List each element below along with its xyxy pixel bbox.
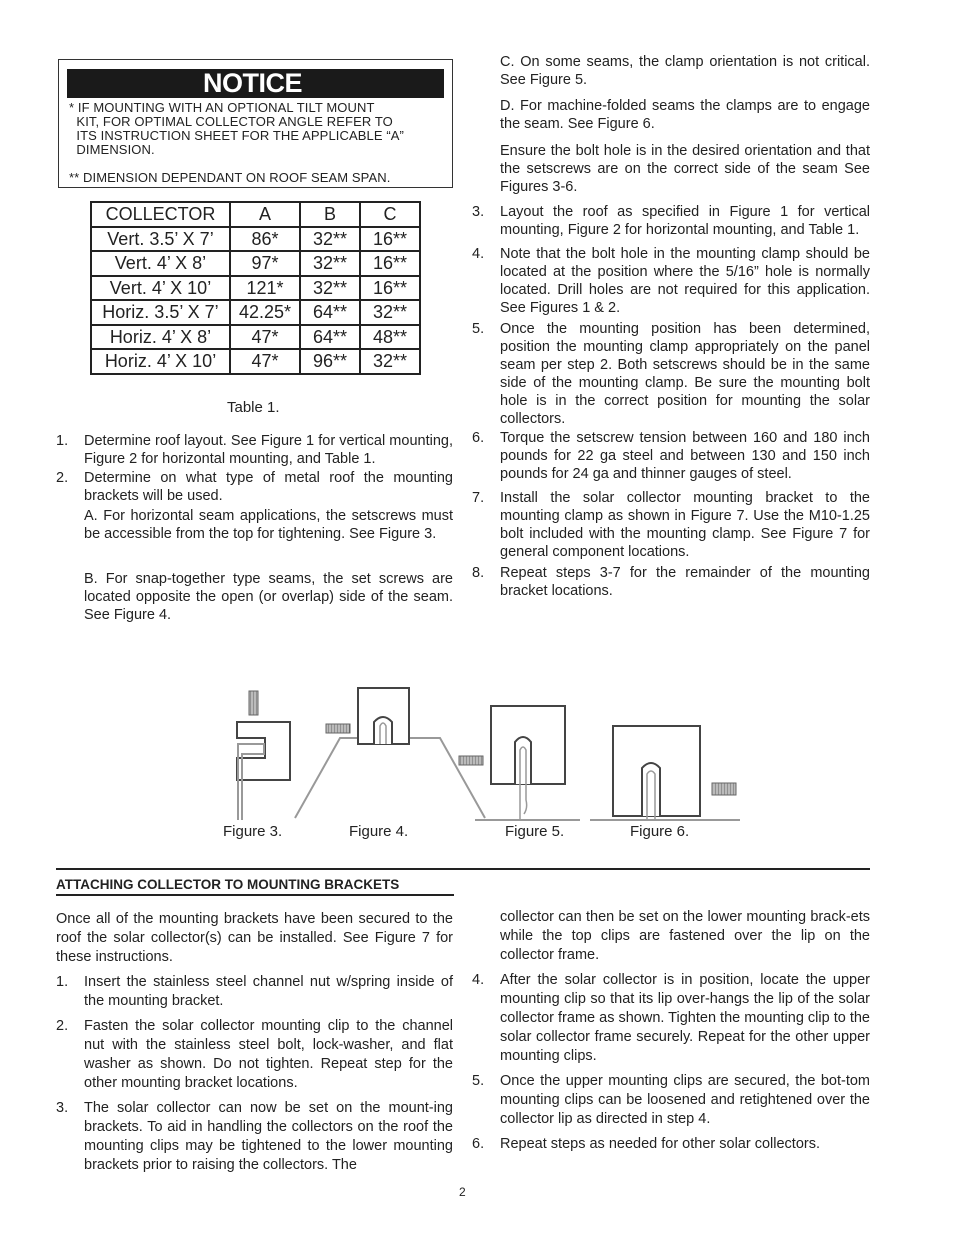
table-cell: Horiz. 3.5’ X 7’ xyxy=(91,300,230,325)
step-number: 5. xyxy=(472,1073,485,1089)
step-number: 8. xyxy=(472,565,485,581)
section-heading: ATTACHING COLLECTOR TO MOUNTING BRACKETS xyxy=(56,877,454,896)
table-header-cell: C xyxy=(360,202,420,227)
table-header-row xyxy=(91,202,420,227)
step-number: 6. xyxy=(472,430,485,446)
table-row xyxy=(91,227,420,252)
notice-box xyxy=(58,59,453,188)
figure-4-caption: Figure 4. xyxy=(349,823,409,840)
notice-line-5: ** DIMENSION DEPENDANT ON ROOF SEAM SPAN. xyxy=(69,170,391,185)
table-cell: 42.25* xyxy=(230,300,300,325)
page-number: 2 xyxy=(459,1185,466,1199)
step-5-text: Once the mounting position has been determined, position the mounting clamp appropriately on the panel seam per step 2. Both setscrews should be in the same side of the mounting clamp. Be sure the mounting bolt hole is in the correct position for mounting the solar collectors. xyxy=(500,321,870,427)
table-cell: 96** xyxy=(300,349,360,374)
table-cell: 48** xyxy=(360,325,420,350)
table-header-cell: A xyxy=(230,202,300,227)
table-row xyxy=(91,276,420,301)
step-number: 4. xyxy=(472,246,485,262)
table-cell: Horiz. 4’ X 8’ xyxy=(91,325,230,350)
step-number: 7. xyxy=(472,490,485,506)
step-number: 6. xyxy=(472,1136,485,1152)
notice-title: NOTICE xyxy=(67,69,444,98)
figure-3-caption: Figure 3. xyxy=(223,823,283,840)
step-2-text: Determine on what type of metal roof the mounting brackets will be used. xyxy=(84,470,453,504)
table-row xyxy=(91,325,420,350)
step-3-text: Layout the roof as specified in Figure 1 for vertical mounting, Figure 2 for horizontal mounting, and Table 1. xyxy=(500,204,870,238)
step-7-text: Install the solar collector mounting bracket to the mounting clamp as shown in Figure 7. Use the M10-1.25 bolt included with the mounting clamp. See Figure 7 for general component locations. xyxy=(500,490,870,560)
table-cell: 86* xyxy=(230,227,300,252)
clamp-figures xyxy=(220,680,750,825)
table-cell: 47* xyxy=(230,349,300,374)
table-cell: 47* xyxy=(230,325,300,350)
step-number: 5. xyxy=(472,321,485,337)
step-4-text: Note that the bolt hole in the mounting clamp should be located at the position where the 5/16” hole is normally located. Drill holes are not required for this application. See Figures 1 & 2. xyxy=(500,246,870,316)
section-intro: Once all of the mounting brackets have been secured to the roof the solar collector(s) can be installed. See Figure 7 for these instructions. xyxy=(56,911,453,965)
table-row xyxy=(91,349,420,374)
table-cell: Vert. 4’ X 8’ xyxy=(91,251,230,276)
table-cell: 97* xyxy=(230,251,300,276)
table-header-cell: COLLECTOR xyxy=(91,202,230,227)
step-number: 3. xyxy=(472,204,485,220)
attach-step-4-text: After the solar collector is in position, locate the upper mounting clip so that its lip over-hangs the lip of the solar collector frame as shown. Tighten the mounting clip to the solar collector frame securely. Repeat for the other upper mounting clips. xyxy=(500,972,870,1064)
notice-line-2: KIT, FOR OPTIMAL COLLECTOR ANGLE REFER TO xyxy=(69,114,393,129)
table-row xyxy=(91,300,420,325)
step-6-text: Torque the setscrew tension between 160 and 180 inch pounds for 22 ga steel and between 130 and 150 inch pounds for 24 ga and thinner gauges of steel. xyxy=(500,430,870,482)
table-caption: Table 1. xyxy=(227,399,280,416)
step-2d-text: D. For machine-folded seams the clamps are to engage the seam. See Figure 6. xyxy=(500,98,870,132)
notice-line-4: DIMENSION. xyxy=(69,142,155,157)
step-number: 1. xyxy=(56,433,69,449)
notice-line-1: * IF MOUNTING WITH AN OPTIONAL TILT MOUNT xyxy=(69,100,375,115)
table-header-cell: B xyxy=(300,202,360,227)
step-number: 2. xyxy=(56,470,69,486)
figure-3-drawing xyxy=(237,691,290,820)
table-cell: 32** xyxy=(300,276,360,301)
figure-4-drawing xyxy=(295,688,485,818)
table-cell: 64** xyxy=(300,300,360,325)
step-8-text: Repeat steps 3-7 for the remainder of the mounting bracket locations. xyxy=(500,565,870,599)
ensure-text: Ensure the bolt hole is in the desired orientation and that the setscrews are on the correct side of the seam See Figures 3-6. xyxy=(500,143,870,195)
step-2c-text: C. On some seams, the clamp orientation is not critical. See Figure 5. xyxy=(500,54,870,88)
table-cell: 16** xyxy=(360,276,420,301)
step-2b-text: B. For snap-together type seams, the set screws are located opposite the open (or overlap) side of the seam. See Figure 4. xyxy=(84,571,453,623)
table-cell: 16** xyxy=(360,227,420,252)
attach-step-5-text: Once the upper mounting clips are secured, the bot-tom mounting clips can be loosened and retightened over the collector lip as directed in step 4. xyxy=(500,1073,870,1127)
table-cell: 16** xyxy=(360,251,420,276)
table-cell: Vert. 4’ X 10’ xyxy=(91,276,230,301)
table-cell: 32** xyxy=(300,227,360,252)
figure-6-caption: Figure 6. xyxy=(630,823,690,840)
table-cell: 64** xyxy=(300,325,360,350)
attach-step-3-text: The solar collector can now be set on the mount-ing brackets. To aid in handling the collectors on the roof the mounting clips may be tightened to the lower mounting brackets prior to raising the collectors. The xyxy=(84,1100,453,1173)
dimension-table xyxy=(90,201,421,375)
table-cell: Vert. 3.5’ X 7’ xyxy=(91,227,230,252)
table-row xyxy=(91,251,420,276)
table-cell: 32** xyxy=(360,349,420,374)
notice-line-3: ITS INSTRUCTION SHEET FOR THE APPLICABLE “A” xyxy=(69,128,404,143)
figure-6-drawing xyxy=(590,726,740,820)
table-cell: 32** xyxy=(360,300,420,325)
attach-step-2-text: Fasten the solar collector mounting clip to the channel nut with the stainless steel bolt, lock-washer, and flat washer as shown. Do not tighten. Repeat step for the other mounting bracket locations. xyxy=(84,1018,453,1091)
attach-step-6-text: Repeat steps as needed for other solar collectors. xyxy=(500,1136,820,1152)
step-2a-text: A. For horizontal seam applications, the setscrews must be accessible from the top for tightening. See Figure 3. xyxy=(84,508,453,542)
step-number: 4. xyxy=(472,972,485,988)
section-divider xyxy=(56,868,870,870)
table-cell: 121* xyxy=(230,276,300,301)
figure-5-caption: Figure 5. xyxy=(505,823,565,840)
attach-step-1-text: Insert the stainless steel channel nut w/spring inside of the mounting bracket. xyxy=(84,974,453,1009)
table-cell: 32** xyxy=(300,251,360,276)
step-number: 3. xyxy=(56,1100,69,1116)
attach-step-3-continued: collector can then be set on the lower mounting brack-ets while the top clips are fastened over the lip on the collector frame. xyxy=(500,909,870,963)
step-1-text: Determine roof layout. See Figure 1 for vertical mounting, Figure 2 for horizontal mounting, and Table 1. xyxy=(84,433,453,467)
table-cell: Horiz. 4’ X 10’ xyxy=(91,349,230,374)
step-number: 2. xyxy=(56,1018,69,1034)
step-number: 1. xyxy=(56,974,69,990)
